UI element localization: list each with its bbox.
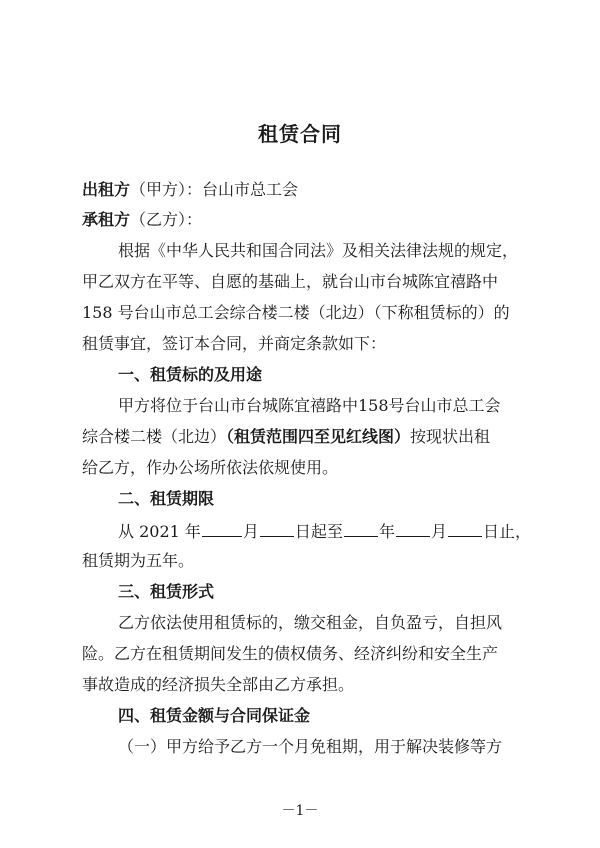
end-month-blank[interactable] [396, 520, 430, 537]
lessor-line [82, 180, 298, 200]
start-month-blank[interactable] [202, 520, 242, 537]
intro-line-2: 甲乙双方在平等、自愿的基础上，就台山市台城陈宜禧路中 [82, 272, 499, 291]
term-month-unit-2: 月 [430, 522, 447, 541]
section-3-line-2: 险。乙方在租赁期间发生的债权债务、经济纠纷和安全生产 [82, 644, 499, 663]
section-1-line-2-start: 综合楼二楼（北边） [82, 427, 227, 446]
term-from-to: 日起至 [294, 522, 343, 541]
lessee-label: 承租方 [82, 210, 131, 229]
section-1-line-2-end: 按现状出租 [410, 427, 491, 446]
section-2-line-2: 租赁期为五年。 [82, 551, 195, 570]
section-4-line-1: （一）甲方给予乙方一个月免租期，用于解决装修等方 [118, 737, 503, 756]
document-title: 租赁合同 [258, 122, 342, 146]
lessee-line [82, 210, 202, 230]
lessor-name: 台山市总工会 [202, 180, 299, 199]
term-year-unit: 年 [378, 522, 395, 541]
lessor-label: 出租方 [82, 180, 131, 199]
section-4-heading: 四、租赁金额与合同保证金 [118, 706, 311, 725]
section-1-line-3: 给乙方，作办公场所依法依规使用。 [82, 458, 339, 477]
lessee-role: （乙方）： [130, 210, 203, 229]
start-day-blank[interactable] [260, 520, 294, 537]
section-2-heading: 二、租赁期限 [118, 489, 215, 508]
end-day-blank[interactable] [448, 520, 482, 537]
section-3-heading: 三、租赁形式 [118, 582, 215, 601]
section-3-line-1: 乙方依法使用租赁标的，缴交租金，自负盈亏，自担风 [118, 613, 503, 632]
term-month-unit-1: 月 [242, 522, 259, 541]
end-year-blank[interactable] [344, 520, 378, 537]
lessor-role: （甲方）： [130, 180, 203, 199]
section-3-line-3: 事故造成的经济损失全部由乙方承担。 [82, 675, 355, 694]
page-number: －1－ [281, 803, 319, 819]
intro-line-4: 租赁事宜，签订本合同，并商定条款如下： [82, 334, 387, 353]
section-1-line-2 [82, 427, 490, 447]
section-1-heading: 一、租赁标的及用途 [118, 365, 263, 384]
section-1-line-1: 甲方将位于台山市台城陈宜禧路中158号台山市总工会 [118, 396, 501, 415]
intro-line-3: 158 号台山市总工会综合楼二楼（北边）（下称租赁标的）的 [82, 303, 510, 322]
lease-term-line [118, 520, 531, 542]
lease-scope-note: （租赁范围四至见红线图） [226, 427, 411, 446]
intro-line-1: 根据《中华人民共和国合同法》及相关法律法规的规定， [118, 241, 519, 260]
term-end: 日止， [482, 522, 531, 541]
term-start-year: 从 2021 年 [118, 522, 201, 541]
